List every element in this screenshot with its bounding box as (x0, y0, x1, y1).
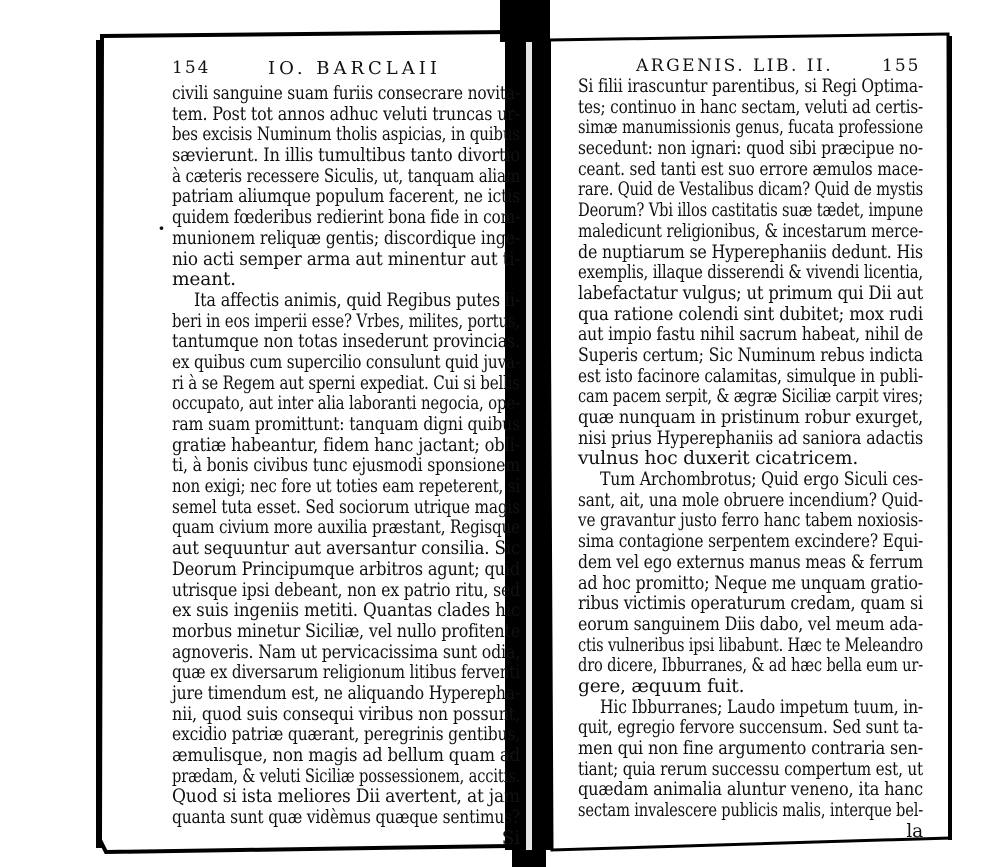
text-line: tes; continuo in hanc sectam, veluti ad certis- (578, 96, 923, 118)
text-line: semel tuta esset. Sed sociorum utrique magis (172, 496, 520, 518)
text-line: secedunt: non ignari: quod sibi præcipue no- (578, 138, 923, 160)
text-line: de nuptiarum se Hyperephaniis dedunt. His (578, 241, 923, 263)
text-line: sectam invalescere publicis malis, interque bel- (578, 800, 923, 822)
text-line: Si filii irascuntur parentibus, si Regi Optima- (578, 76, 923, 97)
text-line: ram suam promittunt: tanquam digni quibus (172, 414, 520, 435)
text-line: quanta sunt quæ vidèmus quæque sentimus? (172, 807, 520, 829)
left-page-number: 154 (172, 58, 211, 78)
text-line: qua ratione colendi sint dubitet; mox rudi (578, 303, 923, 325)
text-line: sant, ait, una mole obruere incendium? Quid- (578, 489, 923, 511)
text-line: utrisque ipsi debeant, non ex patrio ritu, sed (172, 579, 520, 601)
text-line: Ita affectis animis, quid Regibus putes li- (194, 289, 520, 311)
text-line: ex suis ingeniis metiti. Quantas clades hic (172, 600, 520, 622)
spine-top-block (500, 0, 550, 42)
margin-mark: · (158, 216, 165, 240)
right-page-edge (948, 36, 952, 840)
text-line: gratiæ habeantur, fidem hanc jactant; obli- (172, 434, 520, 456)
text-line: bes excisis Numinum tholis aspicias, in quibus (172, 124, 520, 146)
text-line: quidem fœderibus redierint bona fide in com- (172, 207, 520, 229)
text-line: quæ nunquam in pristinum robur exurget, (578, 407, 923, 428)
text-line: ri à se Regem aut sperni expediat. Cui si bellis (172, 372, 520, 394)
text-line: æmulisque, non magis ad bellum quam ad (172, 745, 520, 766)
text-line: eorum sanguinem Diis dabo, vel meum ada- (578, 613, 923, 635)
text-line: civili sanguine suam furiis consecrare novita- (172, 83, 520, 104)
text-line: rare. Quid de Vestalibus dicam? Quid de mystis (578, 179, 923, 201)
spine-highlight (526, 30, 532, 850)
text-line: Hic Ibburranes; Laudo impetum tuum, in- (600, 696, 923, 718)
text-line: dem vel ego externus manus meas & ferrum (578, 551, 923, 573)
gutter-shadow-right (545, 40, 551, 850)
text-line: ctis vulneribus ipsi libabunt. Hæc te Meleandro (578, 634, 923, 656)
text-line: ve gravantur justo ferro hanc tabem noxiosis- (578, 510, 923, 532)
text-line: Deorum Principumque arbitros agunt; quid (172, 558, 520, 580)
text-line: Superis certum; Sic Numinum rebus indicta (578, 344, 923, 366)
text-line: tantumque non totas insederunt provincias. (172, 331, 520, 353)
text-line: tiant; quia rerum successu compertum est, ut (578, 758, 923, 780)
text-line: meant. (172, 269, 236, 291)
text-line: quæ ex diversarum religionum litibus ferventi (172, 662, 520, 684)
text-line: jure timendum est, ne aliquando Hyperepha- (172, 682, 520, 704)
text-line: cam pacem serpit, & ægræ Siciliæ carpit vires; (578, 386, 923, 408)
right-running-head: ARGENIS. LIB. II. (636, 56, 834, 76)
text-line: nisi prius Hyperephaniis ad saniora adactis (578, 427, 923, 449)
text-line: gere, æquum fuit. (578, 675, 745, 697)
text-line: labefactatur vulgus; ut primum qui Dii aut (578, 282, 923, 304)
text-line: ti, à bonis civibus tunc ejusmodi sponsionem (172, 455, 520, 477)
text-line: simæ manumissionis genus, fucata professione (578, 117, 923, 139)
left-page-edge (96, 40, 102, 848)
text-line: non exigi; nec fore ut toties eam repeterent, si (172, 476, 520, 498)
text-line: dro dicere, Ibburranes, & ad hæc bella eum ur- (578, 655, 923, 677)
text-line: Si (501, 827, 520, 849)
text-line: excidio patriæ quærant, peregrinis gentibus, (172, 724, 520, 746)
text-line: Quod si ista meliores Dii avertent, at jam (172, 786, 520, 808)
text-line: quit, egregio fervore succensum. Sed sunt ta- (578, 717, 923, 739)
text-line: ribus victimis operaturum credam, quam si (578, 593, 923, 615)
text-line: occupato, aut inter alia laboranti negocia, ope- (172, 393, 520, 415)
right-page-body (578, 77, 923, 842)
text-line: men qui non fine argumento contraria sen- (578, 738, 923, 759)
text-line: quædam animalia aluntur veneno, ita hanc (578, 779, 923, 801)
text-line: prædam, & veluti Siciliæ possessionem, accitis. (172, 765, 520, 787)
text-line: vulnus hoc duxerit cicatricem. (578, 448, 859, 470)
left-page-body (172, 84, 520, 849)
text-line: à cæteris recessere Siculis, ut, tanquam aliam (172, 165, 520, 187)
text-line: munionem reliquæ gentis; discordique inge- (172, 227, 520, 249)
text-line: ad hoc promitto; Neque me unquam gratio- (578, 572, 923, 594)
text-line: Deorum? Vbi illos castitatis suæ tædet, impune (578, 200, 923, 222)
text-line: ceant. sed tanti est suo errore æmulos mace- (578, 158, 923, 180)
text-line: sima contagione serpentem excindere? Equi- (578, 531, 923, 553)
text-line: aut impio fastu nihil sacrum habeat, nihil de (578, 324, 923, 346)
text-line: Tum Archombrotus; Quid ergo Siculi ces- (600, 469, 923, 491)
text-line: maledicunt religionibus, & incestarum merce- (578, 220, 923, 242)
text-line: patriam aliumque populum facerent, ne ictis (172, 186, 520, 208)
text-line: morbus minetur Siciliæ, vel nullo profitente (172, 620, 520, 642)
text-line: quam civium more auxilia præstant, Regisque (172, 517, 520, 539)
text-line: ex quibus cum supercilio consulunt quid juva- (172, 351, 520, 373)
text-line: aut sequuntur aut aversantur consilia. Sic (172, 538, 520, 560)
text-line: agnoveris. Nam ut pervicacissima sunt odia, (172, 641, 520, 663)
text-line: tem. Post tot annos adhuc veluti truncas ur- (172, 103, 520, 125)
text-line: beri in eos imperii esse? Vrbes, milites, portus, (172, 310, 520, 332)
text-line: nio acti semper arma aut minentur aut ti- (172, 248, 520, 270)
text-line: est isto facinore calamitas, simulque in publi- (578, 365, 923, 387)
text-line: la (906, 820, 923, 842)
left-running-head: IO. BARCLAII (268, 58, 441, 79)
text-line: sævierunt. In illis tumultibus tanto divortio (172, 145, 520, 167)
right-page-number: 155 (882, 56, 921, 76)
text-line: nii, quod suis consequi viribus non possunt, (172, 703, 520, 725)
text-line: exemplis, illaque disserendi & vivendi licentia, (578, 262, 923, 284)
